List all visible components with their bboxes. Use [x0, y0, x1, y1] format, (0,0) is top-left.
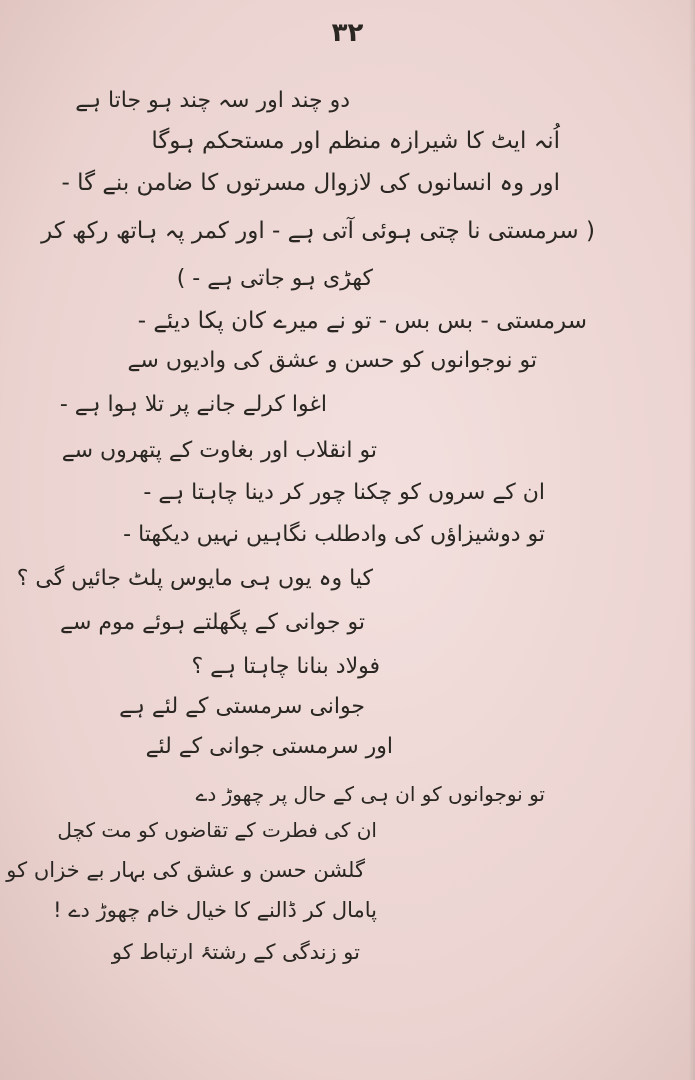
text-line: تو زندگی کے رشتۂ ارتباط کو: [111, 940, 360, 964]
text-line: اور وہ انسانوں کی لازوال مسرتوں کا ضامن بنے گا -: [61, 170, 560, 196]
text-line: کیا وہ یوں ہی مایوس پلٹ جائیں گی ؟: [16, 566, 373, 591]
page-number: ۳۲: [331, 18, 364, 48]
text-line: دو چند اور سہ چند ہو جاتا ہے: [75, 88, 350, 113]
text-line: تو جوانی کے پگھلتے ہوئے موم سے: [60, 610, 365, 635]
text-line: تو انقلاب اور بغاوت کے پتھروں سے: [61, 438, 377, 463]
text-line: ان کے سروں کو چکنا چور کر دینا چاہتا ہے -: [143, 480, 545, 505]
text-line: ان کی فطرت کے تقاضوں کو مت کچل: [57, 818, 377, 842]
text-line: تو دوشیزاؤں کی وادطلب نگاہیں نہیں دیکھتا -: [123, 522, 545, 547]
text-line: جوانی سرمستی کے لئے ہے: [119, 694, 365, 719]
text-line: اور سرمستی جوانی کے لئے: [145, 734, 393, 759]
text-line: تو نوجوانوں کو حسن و عشق کی وادیوں سے: [127, 348, 537, 373]
text-line: اُنہ ایٹ کا شیرازہ منظم اور مستحکم ہوگا: [151, 128, 560, 154]
text-line: اغوا کرلے جانے پر تلا ہوا ہے -: [59, 392, 327, 417]
text-line: پامال کر ڈالنے کا خیال خام چھوڑ دے !: [53, 898, 377, 922]
text-line: ( سرمستی نا چتی ہوئی آتی ہے - اور کمر پہ ہاتھ رکھ کر: [41, 218, 595, 244]
text-line: تو نوجوانوں کو ان ہی کے حال پر چھوڑ دے: [195, 782, 545, 806]
text-line: کھڑی ہو جاتی ہے - ): [176, 266, 373, 291]
page-edge-shadow: [689, 0, 695, 1080]
text-line: سرمستی - بس بس - تو نے میرے کان پکا دیئے -: [137, 308, 587, 334]
text-line: گلشن حسن و عشق کی بہار بے خزاں کو: [6, 858, 365, 882]
text-line: فولاد بنانا چاہتا ہے ؟: [191, 654, 380, 679]
